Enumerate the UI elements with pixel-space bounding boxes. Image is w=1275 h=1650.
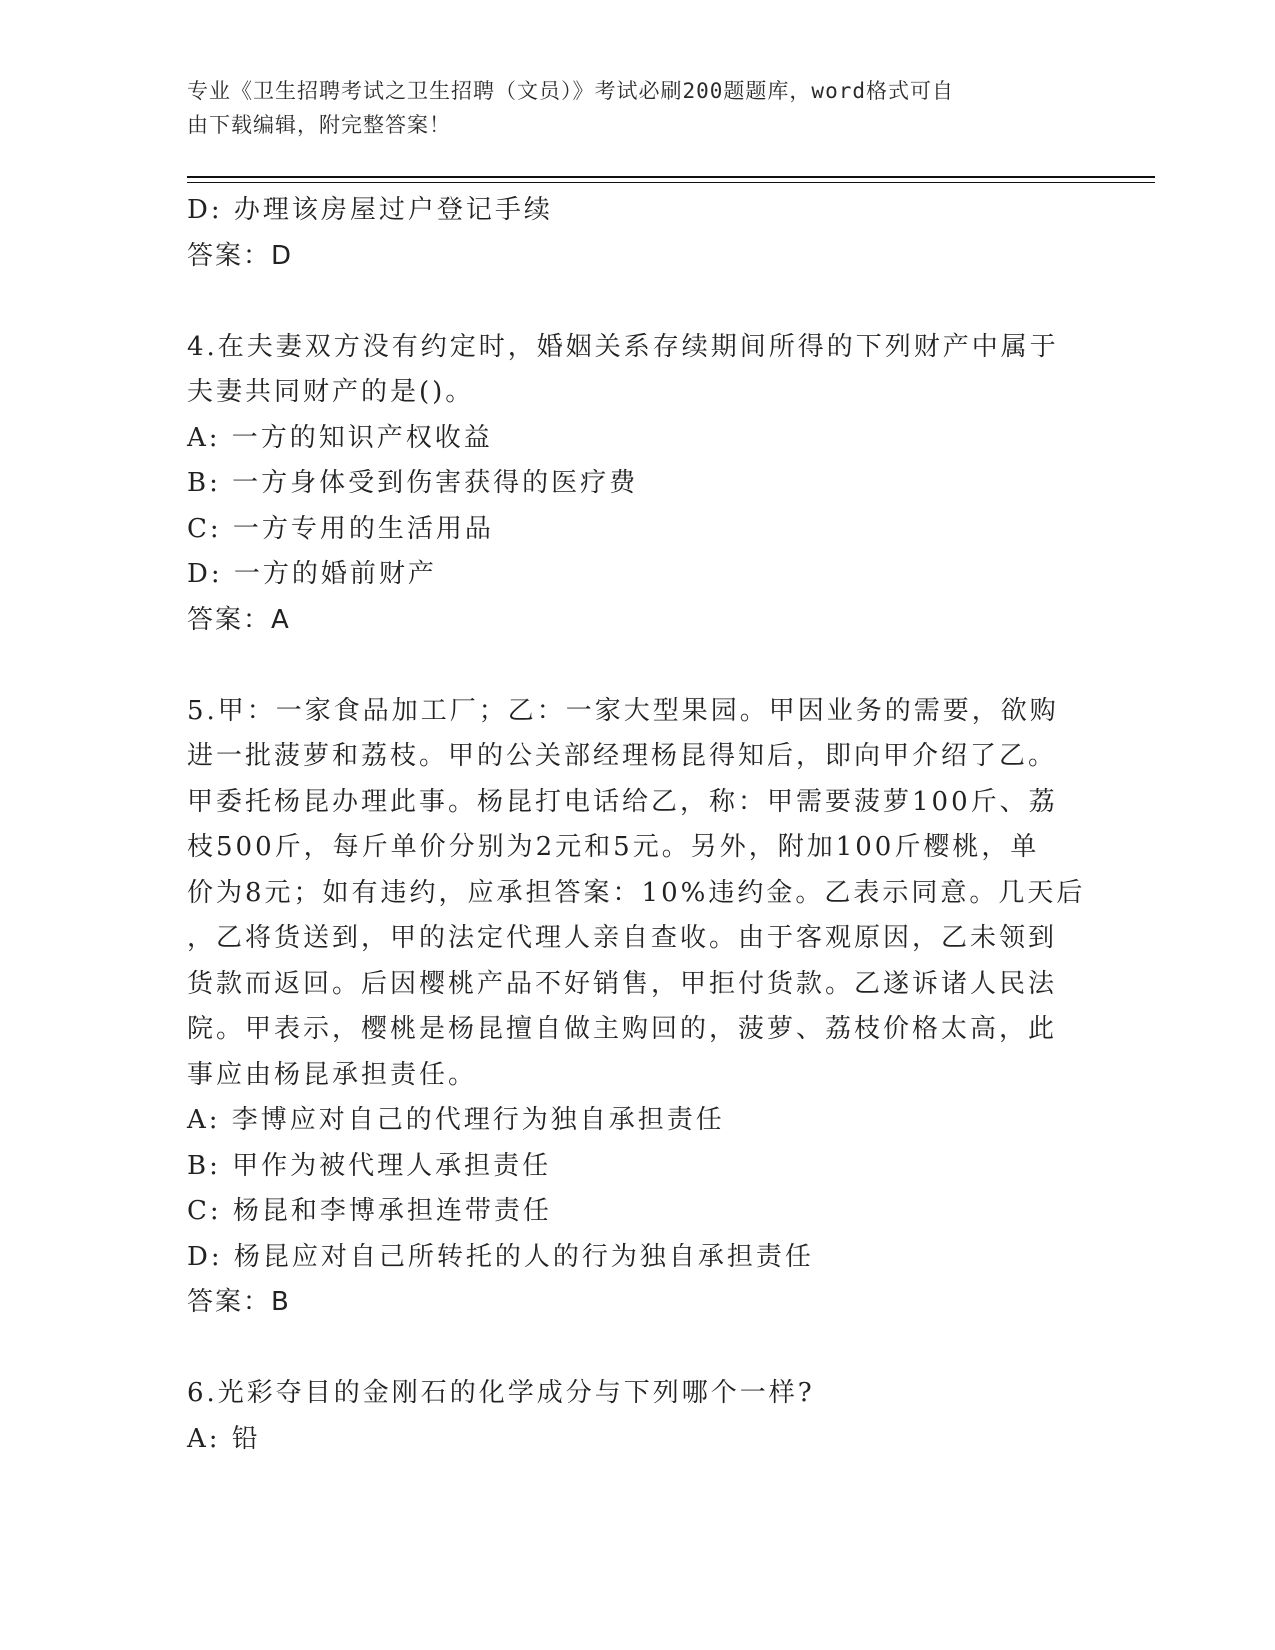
document-header: [187, 74, 1057, 142]
question-5-stem-line: 货款而返回。后因樱桃产品不好销售，甲拒付货款。乙遂诉诸人民法: [187, 968, 1058, 999]
question-4-option-a: A: 一方的知识产权收益: [187, 422, 493, 453]
question-5-option-b: B: 甲作为被代理人承担责任: [187, 1150, 552, 1181]
question-5-stem-line: 院。甲表示，樱桃是杨昆擅自做主购回的，菠萝、荔枝价格太高，此: [187, 1014, 1058, 1044]
question-5-answer: 答案：B: [187, 1287, 291, 1317]
question-5-stem-line: 甲委托杨昆办理此事。杨昆打电话给乙，称：甲需要菠萝100斤、荔: [187, 786, 1058, 817]
question-4-option-d: D: 一方的婚前财产: [187, 559, 437, 589]
question-5-stem-line: 事应由杨昆承担责任。: [187, 1059, 478, 1090]
question-4-option-c: C: 一方专用的生活用品: [187, 513, 494, 544]
question-6: [187, 1371, 1067, 1462]
question-3-tail: [187, 188, 1067, 279]
header-divider-thick: [187, 176, 1155, 178]
question-5-option-d: D: 杨昆应对自己所转托的人的行为独自承担责任: [187, 1241, 814, 1272]
question-6-option-a: A: 铅: [187, 1423, 261, 1454]
question-5-stem-line: 5.甲：一家食品加工厂；乙：一家大型果园。甲因业务的需要，欲购: [187, 695, 1059, 726]
header-line-2: 由下载编辑，附完整答案！: [187, 113, 451, 137]
question-3-answer: 答案：D: [187, 240, 294, 271]
document-body: [187, 188, 1086, 1462]
question-5-stem-line: 进一批菠萝和荔枝。甲的公关部经理杨昆得知后，即向甲介绍了乙。: [187, 741, 1058, 771]
question-4-stem-line-1: 4.在夫妻双方没有约定时，婚姻关系存续期间所得的下列财产中属于: [187, 331, 1059, 362]
header-line-1: 专业《卫生招聘考试之卫生招聘（文员）》考试必刷200题题库，word格式可自: [187, 79, 954, 103]
question-4-answer: 答案：A: [187, 604, 291, 635]
question-5-option-c: C: 杨昆和李博承担连带责任: [187, 1196, 552, 1226]
question-3-option-d: D: 办理该房屋过户登记手续: [187, 195, 553, 225]
question-5-option-a: A: 李博应对自己的代理行为独自承担责任: [187, 1105, 725, 1135]
question-5-stem-line: 价为8元；如有违约，应承担答案：10%违约金。乙表示同意。几天后: [187, 877, 1086, 908]
header-divider-thin: [187, 182, 1155, 183]
question-6-stem: 6.光彩夺目的金刚石的化学成分与下列哪个一样?: [187, 1378, 815, 1408]
question-4-option-b: B: 一方身体受到伤害获得的医疗费: [187, 468, 639, 498]
question-5-stem-line: 枝500斤，每斤单价分别为2元和5元。另外，附加100斤樱桃，单: [187, 832, 1040, 862]
question-5: [187, 689, 1086, 1326]
question-5-stem-line: ，乙将货送到，甲的法定代理人亲自查收。由于客观原因，乙未领到: [187, 923, 1058, 953]
question-4-stem-line-2: 夫妻共同财产的是()。: [187, 377, 475, 407]
question-4: [187, 325, 1067, 644]
